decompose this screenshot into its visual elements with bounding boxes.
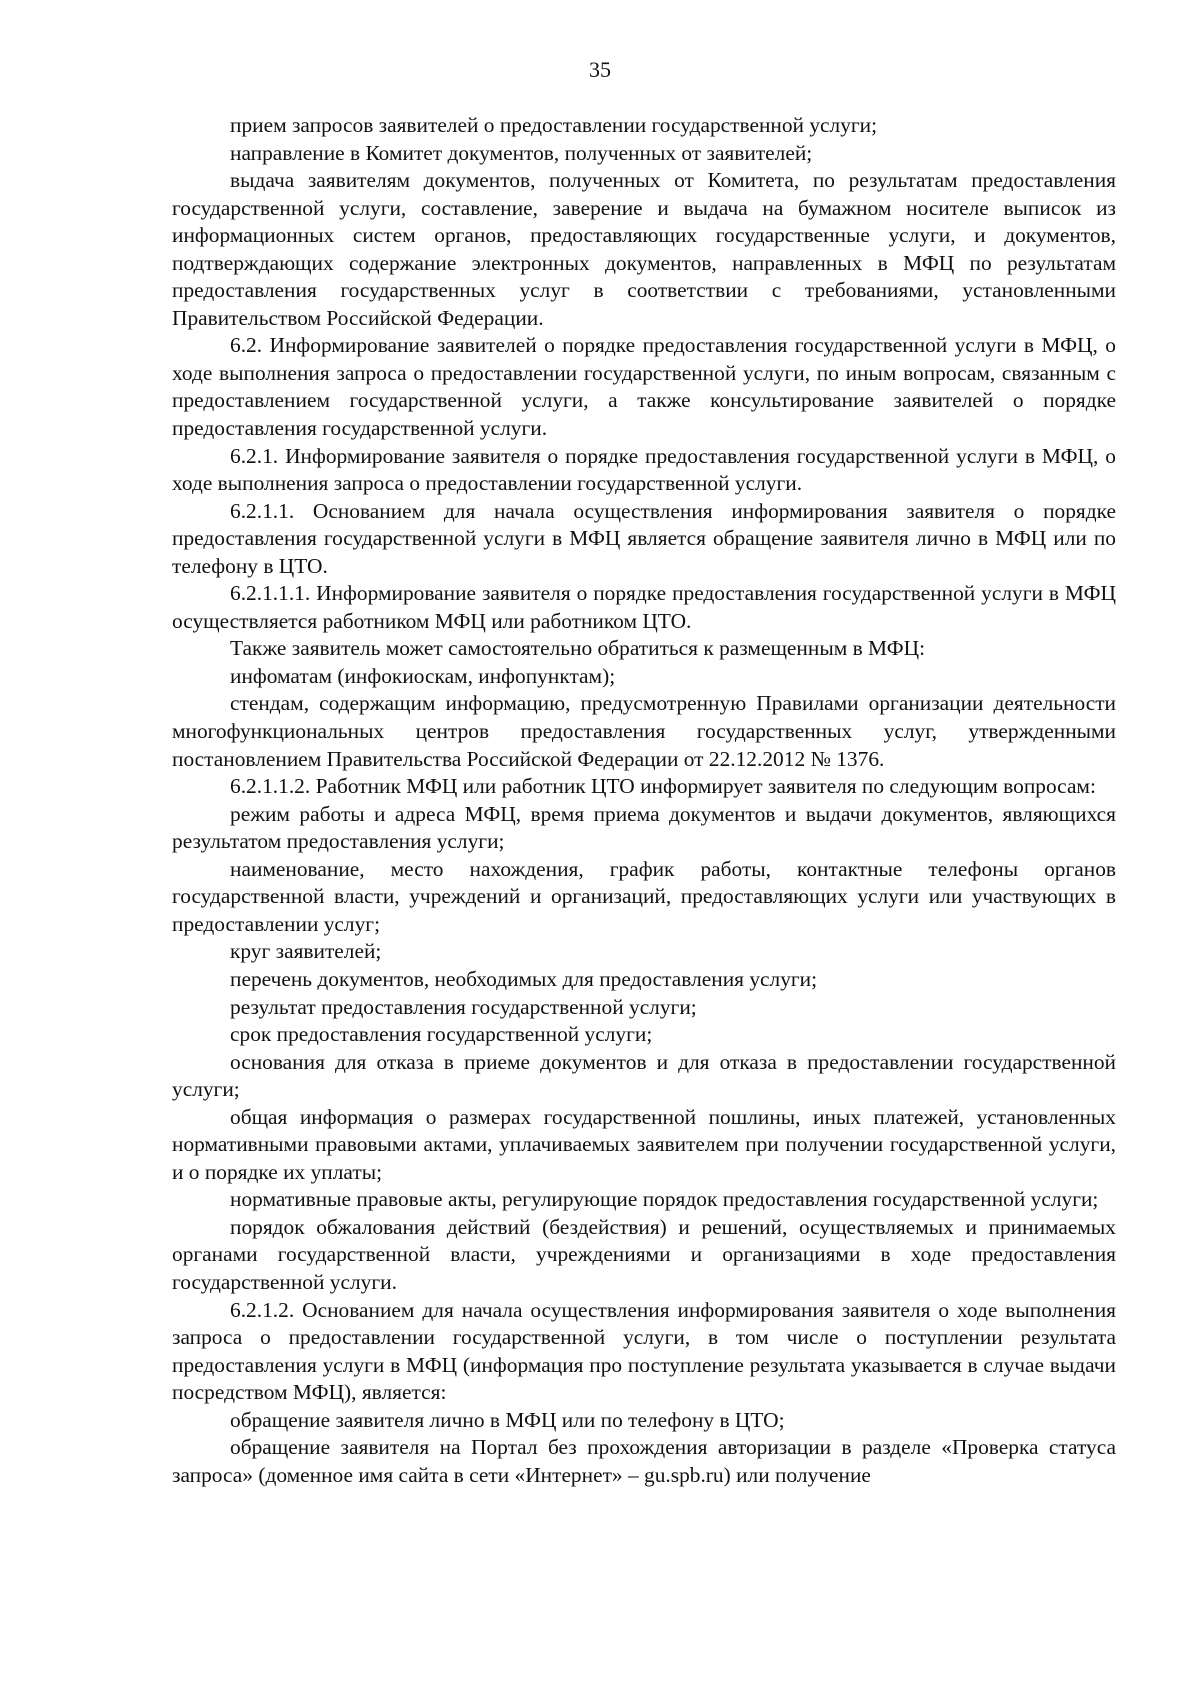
paragraph: 6.2. Информирование заявителей о порядке предоставления государственной услуги в МФЦ, о ходе выполнения запроса о предоставлении государственной услуги, по иным вопросам, связанным с предоставлением государственной услуги, а также консультирование заявителей о порядке предоставления государственной услуги. <box>172 333 1116 441</box>
paragraph: выдача заявителям документов, полученных от Комитета, по результатам предоставления государственной услуги, составление, заверение и выдача на бумажном носителе выписок из информационных систем органов, предоставляющих государственные услуги, и документов, подтверждающих содержание электронных документов, направленных в МФЦ по результатам предоставления государственных услуг в соответствии с требованиями, установленными Правительством Российской Федерации. <box>172 168 1116 330</box>
paragraph: 6.2.1.1.1. Информирование заявителя о порядке предоставления государственной услуги в МФЦ осуществляется работником МФЦ или работником ЦТО. <box>172 581 1116 633</box>
paragraph: инфоматам (инфокиоскам, инфопунктам); <box>230 663 616 688</box>
paragraph: стендам, содержащим информацию, предусмотренную Правилами организации деятельности многофункциональных центров предоставления государственных услуг, утвержденными постановлением Правительства Российской Федерации от 22.12.2012 № 1376. <box>172 691 1116 771</box>
paragraph: общая информация о размерах государственной пошлины, иных платежей, установленных нормативными правовыми актами, уплачиваемых заявителем при получении государственной услуги, и о порядке их уплаты; <box>172 1104 1116 1184</box>
paragraph: нормативные правовые акты, регулирующие порядок предоставления государственной услуги; <box>230 1187 1099 1212</box>
paragraph: результат предоставления государственной услуги; <box>230 994 697 1019</box>
paragraph: перечень документов, необходимых для предоставления услуги; <box>230 966 818 991</box>
document-body <box>172 112 1116 1489</box>
paragraph: порядок обжалования действий (бездействия) и решений, осуществляемых и принимаемых органами государственной власти, учреждениями и организациями в ходе предоставления государственной услуги. <box>172 1214 1116 1294</box>
paragraph: направление в Комитет документов, полученных от заявителей; <box>230 140 813 165</box>
paragraph: 6.2.1.1.2. Работник МФЦ или работник ЦТО информирует заявителя по следующим вопросам: <box>230 774 1096 799</box>
paragraph: наименование, место нахождения, график работы, контактные телефоны органов государственной власти, учреждений и организаций, предоставляющих услуги или участвующих в предоставлении услуг; <box>172 856 1116 936</box>
paragraph: срок предоставления государственной услуги; <box>230 1022 653 1047</box>
paragraph: режим работы и адреса МФЦ, время приема документов и выдачи документов, являющихся результатом предоставления услуги; <box>172 801 1116 854</box>
page-number: 35 <box>589 57 611 82</box>
paragraph: 6.2.1.1. Основанием для начала осуществления информирования заявителя о порядке предоставления государственной услуги в МФЦ является обращение заявителя лично в МФЦ или по телефону в ЦТО. <box>172 498 1116 578</box>
paragraph: обращение заявителя на Портал без прохождения авторизации в разделе «Проверка статуса запроса» (доменное имя сайта в сети «Интернет» – gu.spb.ru) или получение <box>172 1435 1116 1487</box>
paragraph: круг заявителей; <box>230 939 382 964</box>
paragraph: основания для отказа в приеме документов и для отказа в предоставлении государственной услуги; <box>172 1049 1116 1102</box>
paragraph: обращение заявителя лично в МФЦ или по телефону в ЦТО; <box>230 1407 785 1432</box>
paragraph: Также заявитель может самостоятельно обратиться к размещенным в МФЦ: <box>230 636 926 661</box>
paragraph: 6.2.1. Информирование заявителя о порядке предоставления государственной услуги в МФЦ, о ходе выполнения запроса о предоставлении государственной услуги. <box>172 443 1116 496</box>
paragraph: 6.2.1.2. Основанием для начала осуществления информирования заявителя о ходе выполнения запроса о предоставлении государственной услуги, в том числе о поступлении результата предоставления услуги в МФЦ (информация про поступление результата указывается в случае выдачи посредством МФЦ), является: <box>172 1297 1116 1405</box>
paragraph: прием запросов заявителей о предоставлении государственной услуги; <box>230 113 878 137</box>
